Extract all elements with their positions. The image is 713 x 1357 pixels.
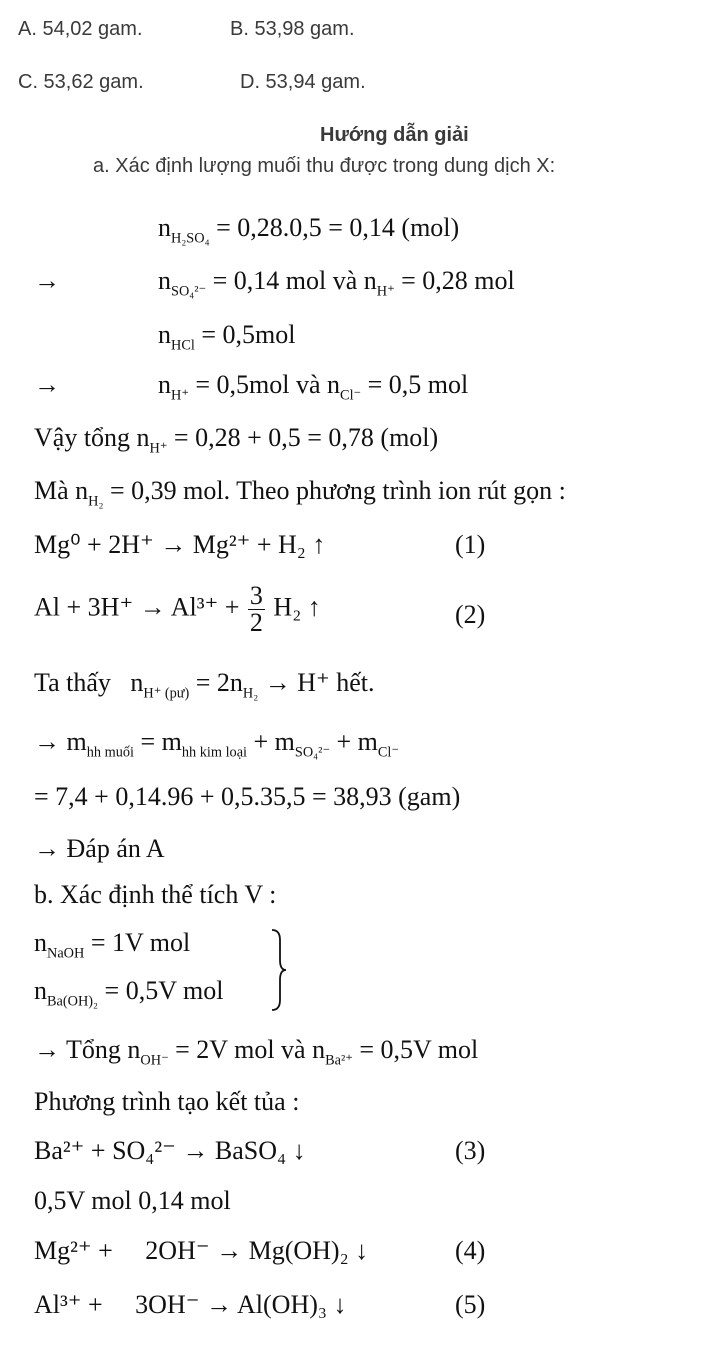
line-n-h2so4: $n_{H_2SO_4} = 0,28.0,5 = 0,14$ (mol)	[158, 213, 460, 247]
option-b: B. 53,98 gam.	[230, 18, 355, 40]
solution-heading: Hướng dẫn giải	[320, 124, 469, 146]
option-a: A. 54,02 gam.	[18, 18, 143, 40]
line-total-hplus: Vậy tổng $n_{H^+} = 0,28 + 0,5 = 0,78$ (mol)	[34, 423, 439, 457]
arrow-1: →	[34, 266, 60, 295]
reaction-3-number: (3)	[455, 1136, 486, 1165]
reaction-2-number: (2)	[455, 600, 486, 629]
fraction-3-2: $\frac{3}{2}$	[249, 581, 263, 637]
line-mass-result: = 7,4 + 0,14.96 + 0,5.35,5 = 38,93 (gam)	[34, 782, 461, 811]
answer-line: → Đáp án A	[34, 834, 165, 863]
part-a-title: a. Xác định lượng muối thu được trong dung dịch X:	[93, 155, 556, 177]
reaction-1: Mg⁰ + 2H⁺ → Mg²⁺ + H₂ ↑	[34, 530, 326, 559]
line-n-hcl: $n_{HCl} = 0,5mol$	[158, 320, 296, 354]
reaction-2: Al + 3H⁺ → Al³⁺ + $\frac{3}{2}$ H₂ ↑	[34, 581, 321, 637]
reaction-5: Al³⁺ + 3OH⁻ → Al(OH)₃ ↓	[34, 1290, 347, 1319]
line-n-naoh: $n_{NaOH} = 1V$ mol	[34, 928, 191, 962]
reaction-5-number: (5)	[455, 1290, 486, 1319]
option-c: C. 53,62 gam.	[18, 71, 144, 93]
line-observation: Ta thấy $n_{H^+ (pư)} = 2n_{H_2} \to H^+$ hết.	[34, 668, 375, 702]
line-n-h2: Mà $n_{H_2} = 0,39$ mol. Theo phương trình ion rút gọn :	[34, 476, 566, 510]
option-d: D. 53,94 gam.	[240, 71, 366, 93]
line-n-baoh2: $n_{Ba(OH)_2} = 0,5V$ mol	[34, 976, 224, 1010]
line-total-oh: → Tổng $n_{OH^-} = 2V$ mol và $n_{Ba^{2+}} = 0,5V$ mol	[34, 1035, 479, 1069]
reaction-3: Ba²⁺ + SO₄²⁻ → BaSO₄ ↓	[34, 1136, 306, 1165]
line-n-hplus-cl: $n_{H^+} = 0,5mol$ và $n_{Cl^-} = 0,5$ mol	[158, 370, 469, 404]
reaction-4-number: (4)	[455, 1236, 486, 1265]
reaction-1-number: (1)	[455, 530, 486, 559]
reaction-4: Mg²⁺ + 2OH⁻ → Mg(OH)₂ ↓	[34, 1236, 369, 1265]
precipitate-heading: Phương trình tạo kết tủa :	[34, 1087, 300, 1116]
line-mass-salt: → $m_{hh muối} = m_{hh kim loại} + m_{SO_4^{2-}} + m_{Cl^-}$	[34, 727, 399, 761]
line-n-so4-hplus: $n_{SO_4^{2-}} = 0,14$ mol và $n_{H^+} = 0,28$ mol	[158, 266, 515, 300]
arrow-2: →	[34, 370, 60, 399]
mole-line: 0,5V mol 0,14 mol	[34, 1186, 231, 1215]
part-b-title: b. Xác định thể tích V :	[34, 880, 277, 909]
right-brace-icon	[268, 928, 288, 1012]
